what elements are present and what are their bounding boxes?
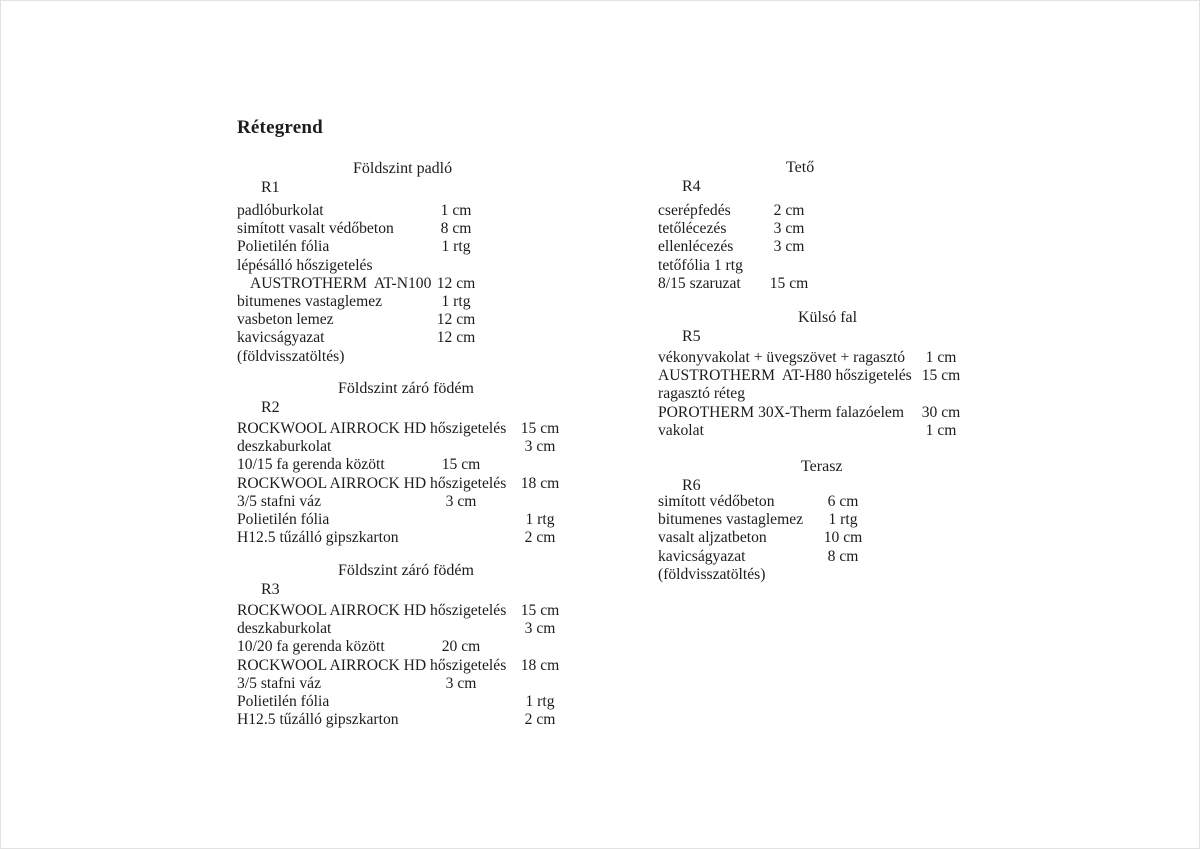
layer-label: ROCKWOOL AIRROCK HD hőszigetelés [237,474,507,492]
layer-thickness: 6 cm [827,493,859,510]
layer-row [237,602,582,620]
layer-thickness: 1 rtg [525,510,555,528]
layer-thickness: 1 cm [440,202,472,219]
layer-label: vasalt aljzatbeton [658,529,767,547]
layer-row [237,456,582,474]
layer-thickness: 30 cm [921,403,961,421]
layer-row [658,548,988,566]
layer-label: AUSTROTHERM AT-N100 [250,274,432,292]
layer-row [237,420,582,438]
section-code: R2 [261,399,280,416]
layer-label: Polietilén fólia [237,510,330,528]
layer-label: ragasztó réteg [658,385,746,403]
layer-label: bitumenes vastaglemez [237,292,383,310]
layer-label: H12.5 tűzálló gipszkarton [237,529,399,547]
layer-thickness: 10 cm [823,529,863,547]
layer-row [237,475,582,493]
section-title: Terasz [801,458,843,475]
layer-label: Polietilén fólia [237,692,330,710]
layer-row [237,675,582,693]
layer-label: (földvisszatöltés) [237,347,345,365]
layer-label: ROCKWOOL AIRROCK HD hőszigetelés [237,656,507,674]
layer-thickness: 1 rtg [828,511,858,529]
section-code: R1 [261,179,280,196]
layer-thickness: 1 rtg [525,692,555,710]
layer-label: simított vasalt védőbeton [237,220,394,238]
layer-row [237,638,582,656]
layer-row [237,257,582,275]
layer-label: bitumenes vastaglemez [658,511,804,529]
layer-thickness: 3 cm [445,492,477,510]
layer-row [658,202,988,220]
layer-label: cserépfedés [658,202,731,219]
layer-thickness: 3 cm [445,674,477,692]
section-header [237,561,582,598]
layer-row [658,511,988,529]
layer-row [658,238,988,256]
section-r5 [658,308,988,440]
layer-row [237,438,582,456]
layer-label: kavicságyazat [658,547,746,565]
layer-thickness: 18 cm [520,474,560,492]
section-r4 [658,158,988,293]
layer-row [237,220,582,238]
layer-label: Polietilén fólia [237,238,330,256]
layer-thickness: 8 cm [440,220,472,238]
layer-label: vékonyvakolat + üvegszövet + ragasztó [658,349,906,366]
layer-label: AUSTROTHERM AT-H80 hőszigetelés [658,367,912,385]
layer-thickness: 12 cm [436,311,476,329]
section-title: Földszint záró födém [338,380,474,397]
section-r3 [237,561,582,729]
section-title: Külsó fal [798,309,858,326]
section-r1 [237,159,582,366]
layer-row [658,422,988,440]
section-header [658,308,988,345]
page-title: Rétegrend [237,117,323,138]
layer-thickness: 15 cm [520,602,560,619]
layer-row [658,404,988,422]
layer-label: padlóburkolat [237,202,324,219]
layer-label: simított védőbeton [658,493,775,510]
layer-row [237,511,582,529]
layer-label: ROCKWOOL AIRROCK HD hőszigetelés [237,420,507,437]
layer-row [237,348,582,366]
section-title: Földszint padló [353,160,453,177]
section-header [658,158,988,195]
layer-thickness: 1 rtg [441,292,471,310]
layer-row [237,202,582,220]
layer-label: 10/15 fa gerenda között [237,456,385,474]
layer-row [658,529,988,547]
layer-thickness: 2 cm [773,202,805,219]
layer-label: vakolat [658,421,704,439]
layer-thickness: 12 cm [436,274,476,292]
layer-thickness: 1 rtg [441,238,471,256]
layer-label: ellenlécezés [658,238,734,256]
layer-row [237,329,582,347]
layer-label: lépésálló hőszigetelés [237,256,373,274]
layer-thickness: 1 cm [925,421,957,439]
layer-label: tetőfólia 1 rtg [658,256,743,274]
layer-label: POROTHERM 30X-Therm falazóelem [658,403,904,421]
layer-row [658,220,988,238]
layer-label: 3/5 stafni váz [237,674,322,692]
section-r2 [237,379,582,547]
layer-label: deszkaburkolat [237,620,332,638]
layer-thickness: 15 cm [921,367,961,385]
layer-thickness: 3 cm [524,620,556,638]
layer-row [237,311,582,329]
layer-row [237,657,582,675]
layer-thickness: 12 cm [436,329,476,347]
layer-label: ROCKWOOL AIRROCK HD hőszigetelés [237,602,507,619]
layer-thickness: 3 cm [524,438,556,456]
section-title: Tető [786,159,815,176]
layer-thickness: 20 cm [441,638,481,656]
layer-row [658,367,988,385]
layer-label: 8/15 szaruzat [658,274,741,292]
section-title: Földszint záró födém [338,562,474,579]
layer-row [237,620,582,638]
layer-label: kavicságyazat [237,329,325,347]
section-code: R4 [682,178,701,195]
layer-row [237,238,582,256]
layer-row [237,529,582,547]
layer-label: H12.5 tűzálló gipszkarton [237,711,399,729]
layer-row [237,275,582,293]
layer-row [658,566,988,584]
layer-label: vasbeton lemez [237,311,334,329]
layer-thickness: 3 cm [773,238,805,256]
layer-label: tetőlécezés [658,220,727,238]
layer-thickness: 2 cm [524,529,556,547]
layer-label: 10/20 fa gerenda között [237,638,385,656]
layer-row [237,493,582,511]
layer-row [658,275,988,293]
layer-row [658,349,988,367]
layer-row [658,493,988,511]
layer-row [658,257,988,275]
layer-thickness: 15 cm [769,274,809,292]
section-header [237,379,582,416]
layer-thickness: 1 cm [925,349,957,366]
section-code: R3 [261,581,280,598]
layer-row [237,693,582,711]
layer-label: deszkaburkolat [237,438,332,456]
layer-label: 3/5 stafni váz [237,492,322,510]
layer-thickness: 18 cm [520,656,560,674]
layer-thickness: 8 cm [827,547,859,565]
section-r6 [658,457,988,584]
layer-thickness: 15 cm [520,420,560,437]
section-header [237,159,582,196]
layer-row [237,293,582,311]
layer-label: (földvisszatöltés) [658,565,766,583]
layer-thickness: 2 cm [524,711,556,729]
layer-thickness: 15 cm [441,456,481,474]
section-code: R5 [682,328,701,345]
layer-row [237,711,582,729]
section-header [658,457,988,494]
section-code: R6 [682,477,701,494]
layer-thickness: 3 cm [773,220,805,238]
layer-row [658,385,988,403]
